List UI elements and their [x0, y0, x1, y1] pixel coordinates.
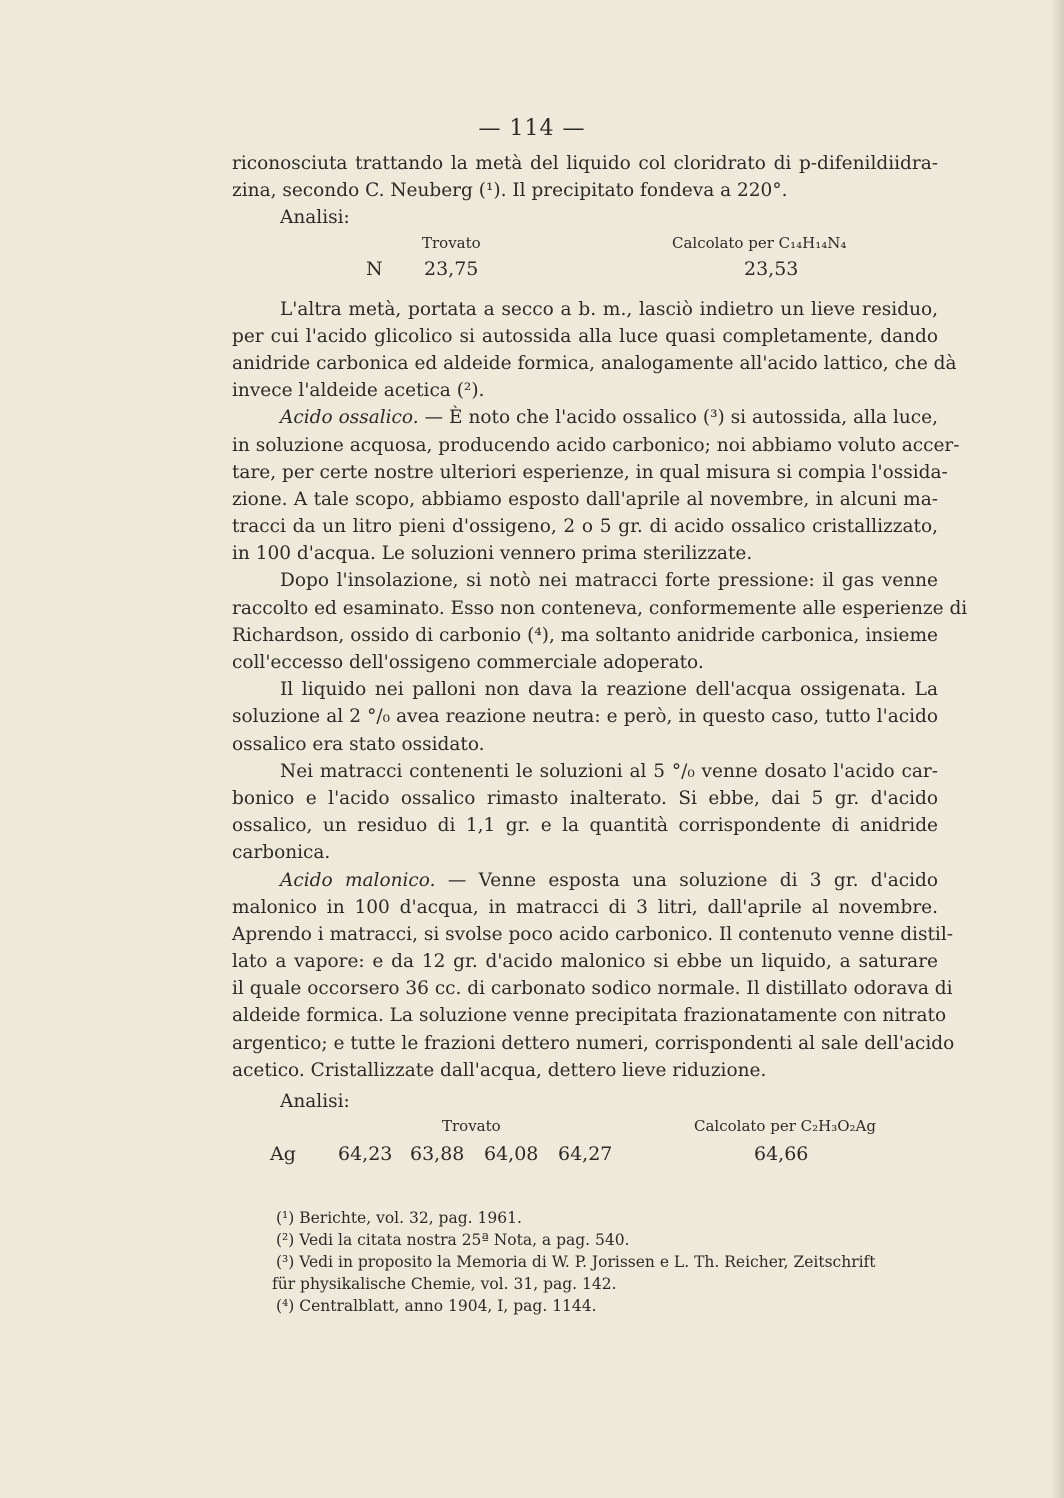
text-line: tracci da un litro pieni d'ossigeno, 2 o 5 gr. di acido ossalico cristallizzato, — [232, 516, 938, 538]
table-element: N — [366, 257, 383, 280]
page-number: — 114 — — [478, 116, 586, 141]
footnote: (²) Vedi la citata nostra 25ª Nota, a pag. 540. — [276, 1231, 630, 1249]
text-line: in soluzione acquosa, producendo acido carbonico; noi abbiamo voluto accer- — [232, 434, 960, 456]
table-found-value: 64,27 — [558, 1143, 613, 1166]
footnote-continuation: für physikalische Chemie, vol. 31, pag. 142. — [272, 1275, 617, 1293]
text-line: tare, per certe nostre ulteriori esperienze, in qual misura si compia l'ossida- — [232, 461, 948, 483]
text-line: malonico in 100 d'acqua, in matracci di 3 litri, dall'aprile al novembre. — [232, 896, 938, 918]
section-heading-ossalico: Acido ossalico. — [280, 407, 419, 429]
text-line: anidride carbonica ed aldeide formica, analogamente all'acido lattico, che dà — [232, 352, 957, 374]
footnote: (⁴) Centralblatt, anno 1904, I, pag. 1144. — [276, 1297, 597, 1315]
table-header-calc: Calcolato per C₂H₃O₂Ag — [694, 1117, 876, 1136]
text-line — [232, 404, 938, 431]
text-line: argentico; e tutte le frazioni dettero numeri, corrispondenti al sale dell'acido — [232, 1032, 955, 1054]
table-calc-value: 23,53 — [744, 257, 799, 280]
text-line: ossalico, un residuo di 1,1 gr. e la quantità corrispondente di anidride — [232, 815, 938, 837]
table-calc-value: 64,66 — [754, 1143, 809, 1166]
analysis-table-2 — [232, 1115, 938, 1173]
footnotes — [272, 1207, 946, 1317]
table-header-calc: Calcolato per C₁₄H₁₄N₄ — [672, 233, 847, 252]
text-line: riconosciuta trattando la metà del liquido col cloridrato di p-difenildiidra- — [232, 153, 938, 174]
main-text — [232, 150, 968, 1173]
table-header-found: Trovato — [442, 1117, 501, 1136]
text-line: Richardson, ossido di carbonio (⁴), ma soltanto anidride carbonica, insieme — [232, 624, 938, 646]
text-line: invece l'aldeide acetica (²). — [232, 380, 485, 402]
table-found-value: 64,23 — [338, 1143, 393, 1166]
text-line: raccolto ed esaminato. Esso non conteneva, conformemente alle esperienze di — [232, 597, 968, 619]
text-line: ossalico era stato ossidato. — [232, 733, 485, 755]
text-fragment: — È noto che l'acido ossalico (³) si autossida, alla luce, — [424, 407, 938, 429]
text-line: carbonica. — [232, 842, 331, 864]
section-heading-malonico: Acido malonico. — [280, 869, 436, 891]
text-line: Aprendo i matracci, si svolse poco acido carbonico. Il contenuto venne distil- — [232, 923, 953, 945]
table-found-value: 64,08 — [484, 1143, 539, 1166]
text-line: in 100 d'acqua. Le soluzioni vennero prima sterilizzate. — [232, 543, 753, 565]
text-line: lato a vapore: e da 12 gr. d'acido malonico si ebbe un liquido, a saturare — [232, 951, 938, 973]
table-found-value: 23,75 — [424, 257, 479, 280]
text-line: Il liquido nei palloni non dava la reazione dell'acqua ossigenata. La — [280, 679, 938, 701]
analisi-label: Analisi: — [280, 1091, 350, 1112]
page-edge-shadow — [1050, 0, 1064, 1498]
footnote: (³) Vedi in proposito la Memoria di W. P. Jorissen e L. Th. Reicher, Zeitschrift — [276, 1253, 876, 1271]
text-line: il quale occorsero 36 cc. di carbonato sodico normale. Il distillato odorava di — [232, 978, 953, 1000]
text-line: Dopo l'insolazione, si notò nei matracci forte pressione: il gas venne — [280, 570, 938, 592]
text-line: zione. A tale scopo, abbiamo esposto dall'aprile al novembre, in alcuni ma- — [232, 488, 938, 510]
text-line: L'altra metà, portata a secco a b. m., lasciò indietro un lieve residuo, — [280, 298, 938, 320]
table-found-value: 63,88 — [410, 1143, 465, 1166]
analisi-label: Analisi: — [280, 207, 350, 229]
text-line: bonico e l'acido ossalico rimasto inalterato. Si ebbe, dai 5 gr. d'acido — [232, 787, 938, 809]
text-line: acetico. Cristallizzate dall'acqua, dettero lieve riduzione. — [232, 1059, 767, 1081]
text-line: soluzione al 2 °/₀ avea reazione neutra: e però, in questo caso, tutto l'acido — [232, 706, 938, 728]
text-line — [232, 867, 938, 894]
analysis-table-1 — [232, 232, 938, 286]
text-line: zina, secondo C. Neuberg (¹). Il precipitato fondeva a 220°. — [232, 180, 788, 202]
text-line: Nei matracci contenenti le soluzioni al 5 °/₀ venne dosato l'acido car- — [280, 760, 938, 782]
footnote: (¹) Berichte, vol. 32, pag. 1961. — [276, 1209, 522, 1227]
table-header-found: Trovato — [422, 233, 481, 252]
text-line: per cui l'acido glicolico si autossida alla luce quasi completamente, dando — [232, 325, 938, 347]
text-line: aldeide formica. La soluzione venne precipitata frazionatamente con nitrato — [232, 1005, 947, 1027]
text-fragment: — Venne esposta una soluzione di 3 gr. d'acido — [447, 869, 938, 891]
text-line: coll'eccesso dell'ossigeno commerciale adoperato. — [232, 652, 704, 673]
table-element: Ag — [270, 1143, 296, 1166]
